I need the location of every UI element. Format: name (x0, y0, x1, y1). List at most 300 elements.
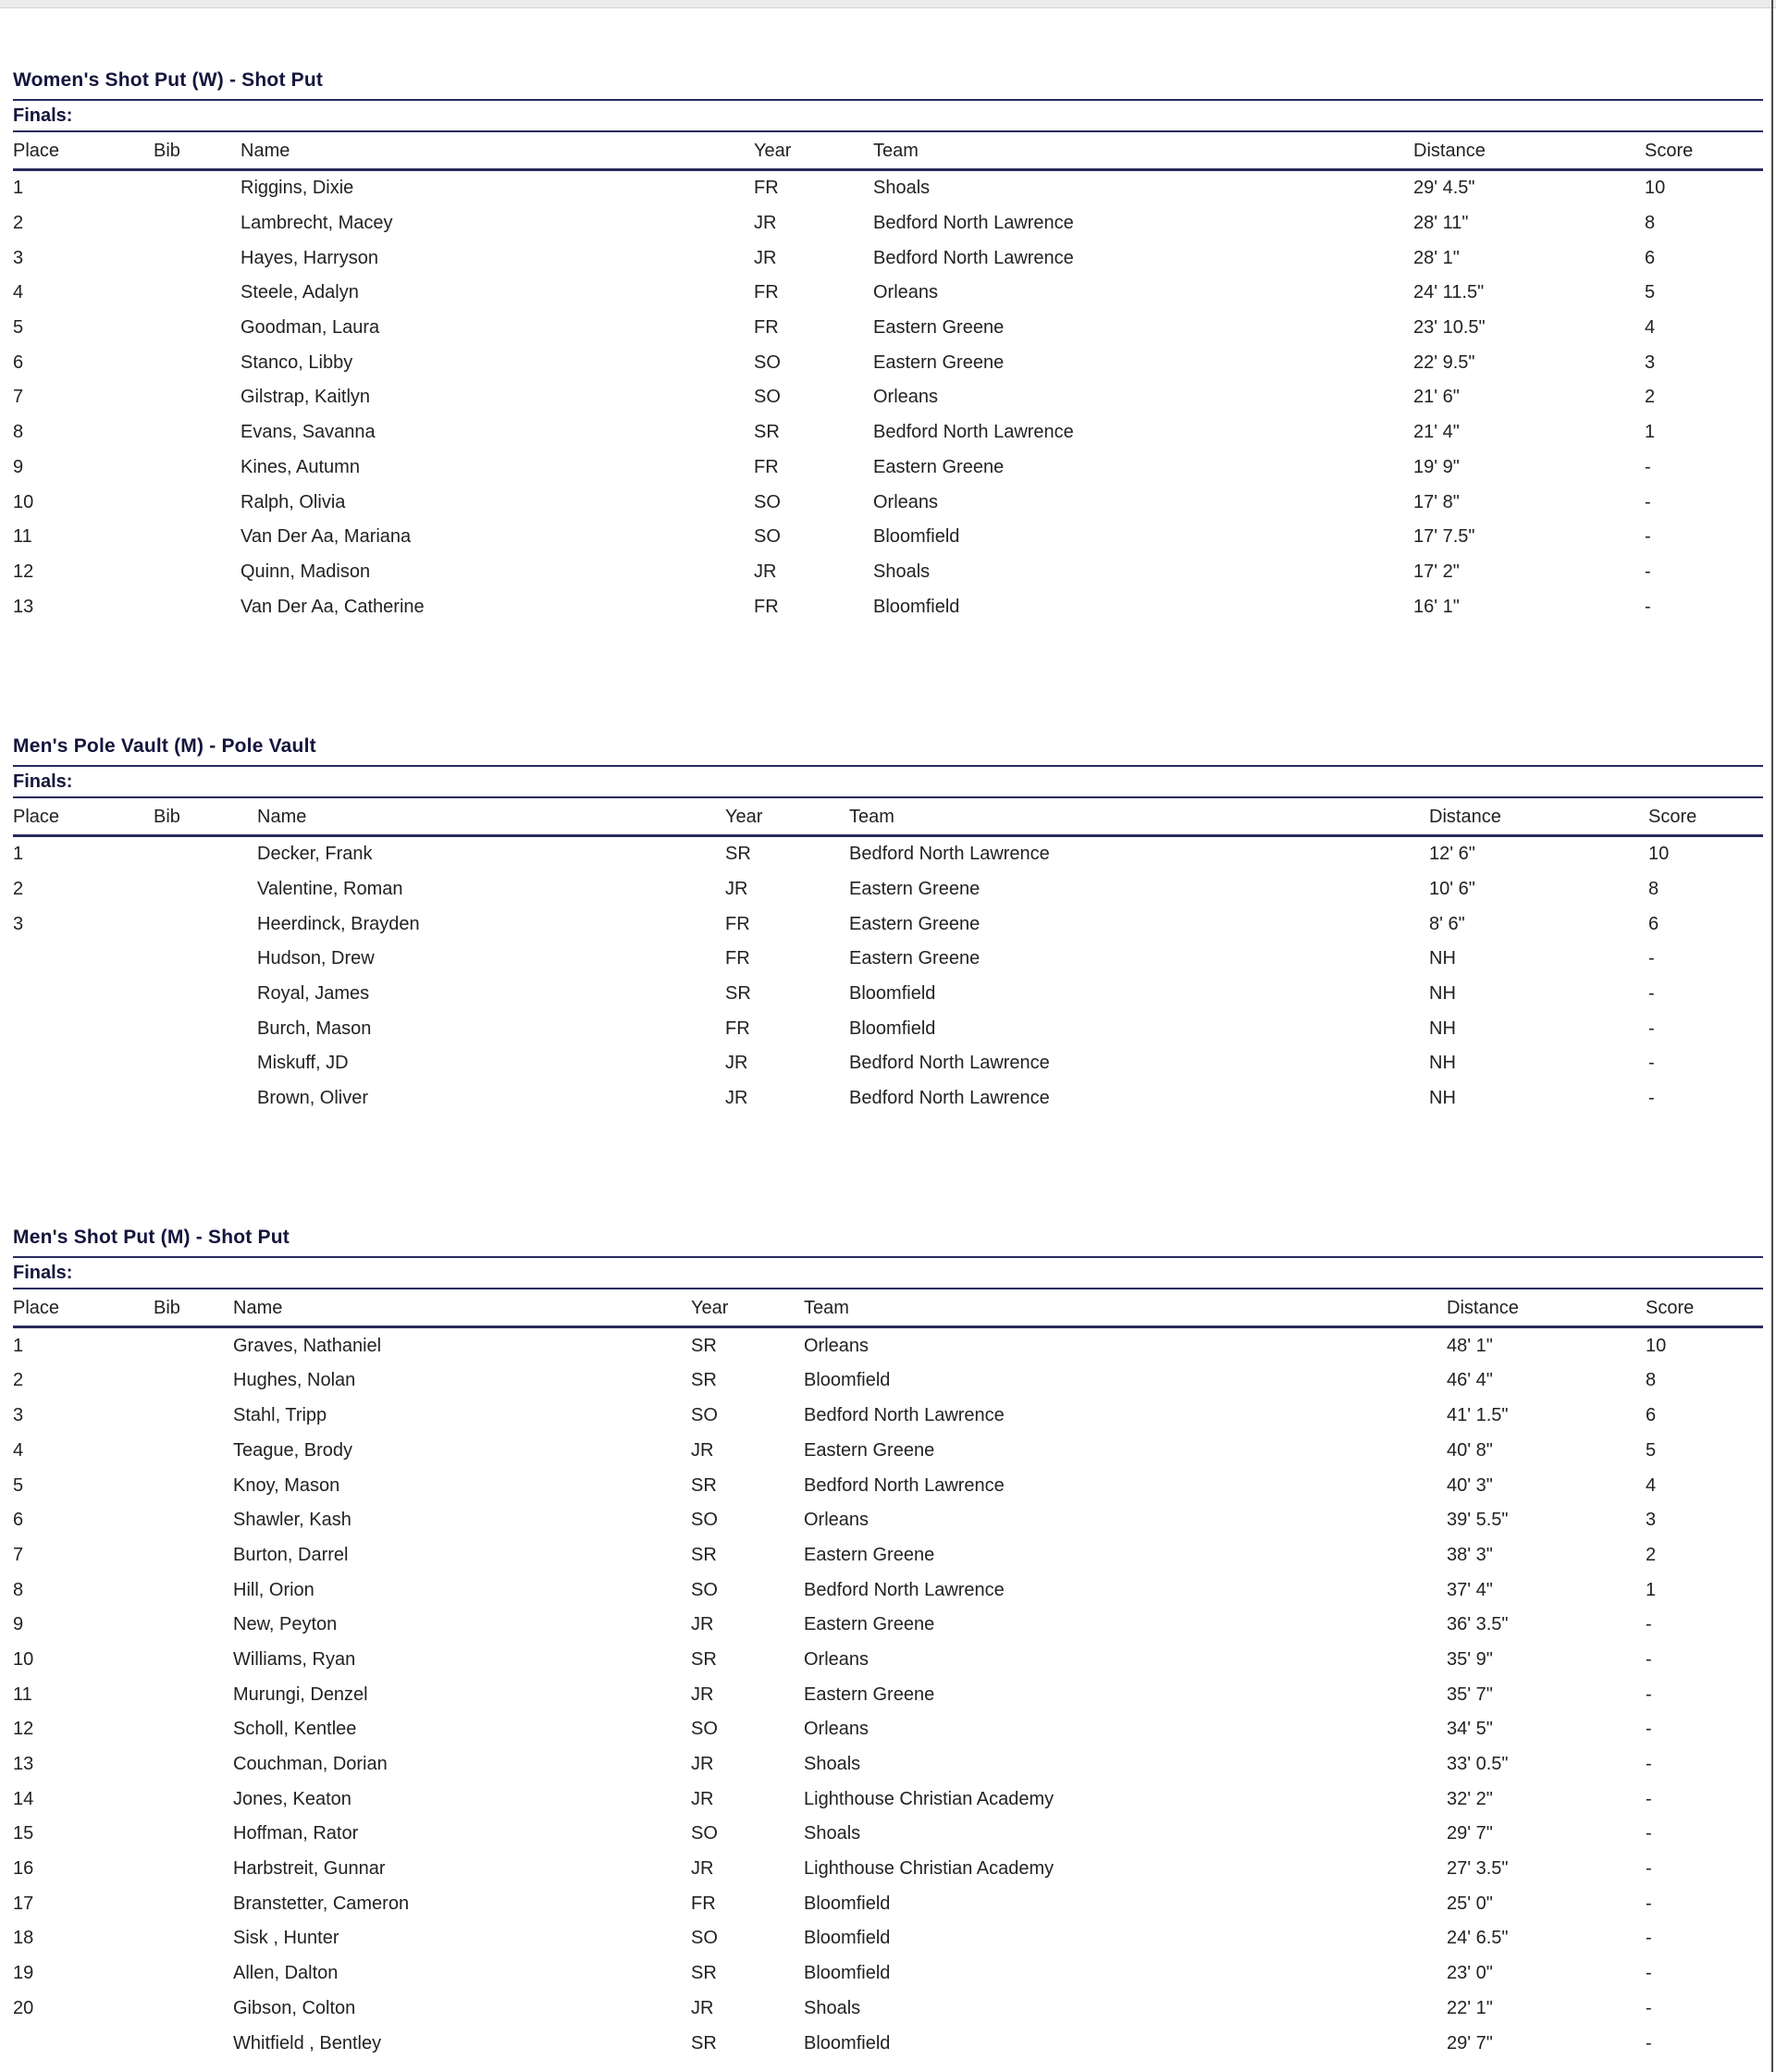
cell-year: JR (754, 247, 777, 268)
cell-year: SR (725, 983, 751, 1005)
cell-score: - (1645, 561, 1651, 582)
cell-name: Goodman, Laura (240, 317, 380, 339)
cell-team: Eastern Greene (804, 1614, 935, 1635)
table-row (13, 311, 1763, 346)
cell-distance: 29' 7" (1447, 2032, 1493, 2054)
cell-team: Bloomfield (849, 983, 936, 1005)
cell-score: - (1646, 1684, 1652, 1705)
cell-year: JR (754, 213, 777, 234)
table-row (13, 206, 1763, 241)
table-body (13, 1327, 1763, 2061)
window-top-strip (0, 0, 1776, 8)
cell-team: Orleans (804, 1648, 870, 1670)
table-row (13, 1011, 1763, 1046)
cell-distance: 28' 1" (1413, 247, 1460, 268)
cell-distance: 16' 1" (1413, 596, 1460, 617)
cell-name: Shawler, Kash (233, 1510, 352, 1531)
cell-team: Eastern Greene (849, 948, 980, 969)
cell-team: Bedford North Lawrence (849, 1088, 1050, 1109)
cell-name: Ralph, Olivia (240, 491, 346, 512)
cell-place: 1 (13, 844, 24, 865)
table-row (13, 170, 1763, 206)
cell-place: 18 (13, 1928, 34, 1949)
cell-team: Orleans (873, 387, 939, 408)
event-section (13, 735, 1763, 1116)
event-title: Men's Pole Vault (M) - Pole Vault (13, 735, 1763, 767)
column-header-place: Place (13, 132, 154, 170)
table-row (13, 589, 1763, 624)
cell-place: 7 (13, 387, 24, 408)
cell-name: Williams, Ryan (233, 1648, 356, 1670)
event-section (13, 1227, 1763, 2060)
cell-score: 3 (1646, 1510, 1657, 1531)
cell-distance: 25' 0" (1447, 1893, 1493, 1914)
table-row (13, 1503, 1763, 1538)
cell-year: JR (691, 1439, 714, 1461)
cell-place (13, 1011, 154, 1046)
cell-distance: 32' 2" (1447, 1788, 1493, 1809)
cell-score: - (1646, 1963, 1652, 1984)
cell-score: 3 (1645, 352, 1656, 373)
cell-name: Knoy, Mason (233, 1474, 340, 1496)
cell-year: SR (754, 422, 780, 443)
cell-place (13, 2026, 154, 2061)
cell-team: Shoals (873, 561, 931, 582)
cell-year: FR (754, 317, 779, 339)
cell-distance: 34' 5" (1447, 1719, 1493, 1740)
cell-bib (154, 1712, 233, 1747)
column-header-distance: Distance (1413, 132, 1645, 170)
table-row (13, 1886, 1763, 1921)
column-header-year: Year (754, 132, 873, 170)
cell-distance: 24' 6.5" (1447, 1928, 1509, 1949)
cell-score: 10 (1646, 1335, 1667, 1356)
column-header-place: Place (13, 1289, 154, 1327)
cell-distance: 21' 6" (1413, 387, 1460, 408)
cell-bib (154, 1327, 233, 1363)
cell-place: 6 (13, 1510, 24, 1531)
cell-name: Burton, Darrel (233, 1544, 349, 1565)
column-header-bib: Bib (154, 1289, 233, 1327)
cell-bib (154, 1817, 233, 1852)
cell-place: 12 (13, 561, 34, 582)
cell-team: Bloomfield (804, 2032, 891, 2054)
results-table (13, 1289, 1763, 2060)
finals-label: Finals: (13, 767, 1763, 798)
cell-name: Hill, Orion (233, 1579, 314, 1600)
cell-place (13, 942, 154, 977)
cell-distance: 36' 3.5" (1447, 1614, 1509, 1635)
cell-year: SO (691, 1405, 718, 1426)
table-row (13, 1399, 1763, 1434)
cell-team: Bloomfield (873, 596, 960, 617)
cell-team: Eastern Greene (873, 352, 1005, 373)
column-header-place: Place (13, 798, 154, 836)
table-row (13, 1538, 1763, 1573)
column-header-distance: Distance (1429, 798, 1648, 836)
column-header-name: Name (233, 1289, 691, 1327)
cell-bib (154, 589, 240, 624)
cell-distance: 8' 6" (1429, 913, 1465, 934)
cell-place (13, 1081, 154, 1116)
cell-year: JR (691, 1788, 714, 1809)
cell-place: 3 (13, 247, 24, 268)
header-row (13, 798, 1763, 836)
cell-bib (154, 345, 240, 380)
column-header-bib: Bib (154, 132, 240, 170)
cell-distance: 10' 6" (1429, 878, 1475, 899)
cell-place: 3 (13, 1405, 24, 1426)
table-row (13, 485, 1763, 520)
cell-year: JR (691, 1754, 714, 1775)
finals-label: Finals: (13, 1258, 1763, 1289)
cell-team: Bedford North Lawrence (849, 1053, 1050, 1074)
cell-name: Graves, Nathaniel (233, 1335, 382, 1356)
cell-team: Eastern Greene (849, 878, 980, 899)
cell-score: - (1646, 1648, 1652, 1670)
cell-name: Couchman, Dorian (233, 1754, 388, 1775)
cell-bib (154, 1046, 257, 1081)
table-row (13, 380, 1763, 415)
cell-distance: 46' 4" (1447, 1370, 1493, 1391)
cell-team: Orleans (804, 1510, 870, 1531)
cell-year: JR (691, 1614, 714, 1635)
cell-distance: 23' 10.5" (1413, 317, 1486, 339)
cell-bib (154, 450, 240, 486)
cell-year: SR (691, 2032, 717, 2054)
cell-distance: NH (1429, 948, 1456, 969)
cell-team: Bloomfield (849, 1018, 936, 1039)
cell-place: 14 (13, 1788, 34, 1809)
table-row (13, 2026, 1763, 2061)
cell-score: - (1648, 1053, 1655, 1074)
cell-bib (154, 1992, 233, 2027)
cell-name: Royal, James (257, 983, 370, 1005)
cell-distance: 19' 9" (1413, 456, 1460, 477)
cell-distance: 17' 2" (1413, 561, 1460, 582)
column-header-team: Team (849, 798, 1429, 836)
cell-score: - (1646, 1754, 1652, 1775)
cell-score: - (1645, 456, 1651, 477)
table-row (13, 1747, 1763, 1782)
cell-place: 17 (13, 1893, 34, 1914)
cell-distance: 29' 4.5" (1413, 178, 1475, 199)
table-row (13, 906, 1763, 942)
cell-bib (154, 1956, 233, 1992)
cell-distance: 48' 1" (1447, 1335, 1493, 1356)
cell-score: - (1645, 526, 1651, 548)
table-body (13, 835, 1763, 1116)
cell-score: - (1648, 983, 1655, 1005)
table-row (13, 1782, 1763, 1817)
cell-distance: 37' 4" (1447, 1579, 1493, 1600)
cell-year: SR (691, 1648, 717, 1670)
cell-bib (154, 380, 240, 415)
table-body (13, 170, 1763, 624)
cell-year: JR (725, 1088, 748, 1109)
cell-name: Teague, Brody (233, 1439, 352, 1461)
table-row (13, 276, 1763, 311)
column-header-score: Score (1648, 798, 1763, 836)
cell-name: Hoffman, Rator (233, 1823, 359, 1844)
cell-bib (154, 1643, 233, 1678)
table-row (13, 555, 1763, 590)
cell-distance: 24' 11.5" (1413, 282, 1485, 303)
cell-team: Bedford North Lawrence (849, 844, 1050, 865)
table-row (13, 1046, 1763, 1081)
cell-distance: 40' 8" (1447, 1439, 1493, 1461)
cell-score: - (1645, 491, 1651, 512)
cell-distance: 33' 0.5" (1447, 1754, 1509, 1775)
cell-distance: NH (1429, 983, 1456, 1005)
cell-distance: 39' 5.5" (1447, 1510, 1509, 1531)
cell-distance: 22' 9.5" (1413, 352, 1475, 373)
cell-place: 16 (13, 1858, 34, 1880)
cell-year: SR (691, 1474, 717, 1496)
cell-name: Scholl, Kentlee (233, 1719, 357, 1740)
cell-name: Miskuff, JD (257, 1053, 349, 1074)
cell-team: Bloomfield (804, 1928, 891, 1949)
cell-bib (154, 555, 240, 590)
cell-score: 8 (1646, 1370, 1657, 1391)
cell-name: Hudson, Drew (257, 948, 375, 969)
header-row (13, 132, 1763, 170)
cell-team: Lighthouse Christian Academy (804, 1858, 1054, 1880)
cell-bib (154, 276, 240, 311)
cell-name: Steele, Adalyn (240, 282, 359, 303)
cell-place (13, 977, 154, 1012)
cell-score: - (1646, 1719, 1652, 1740)
cell-place: 9 (13, 1614, 24, 1635)
cell-bib (154, 1538, 233, 1573)
cell-bib (154, 1011, 257, 1046)
cell-year: FR (754, 456, 779, 477)
cell-year: SR (691, 1544, 717, 1565)
cell-team: Shoals (804, 1997, 861, 2018)
table-row (13, 1817, 1763, 1852)
column-header-year: Year (725, 798, 849, 836)
event-title: Men's Shot Put (M) - Shot Put (13, 1227, 1763, 1258)
cell-score: 4 (1645, 317, 1656, 339)
cell-distance: 40' 3" (1447, 1474, 1493, 1496)
cell-year: JR (691, 1858, 714, 1880)
cell-score: 1 (1646, 1579, 1657, 1600)
cell-distance: NH (1429, 1053, 1456, 1074)
table-row (13, 872, 1763, 907)
cell-team: Bedford North Lawrence (873, 422, 1074, 443)
cell-place: 5 (13, 1474, 24, 1496)
cell-team: Orleans (804, 1719, 870, 1740)
table-row (13, 1081, 1763, 1116)
cell-bib (154, 1503, 233, 1538)
cell-name: Gilstrap, Kaitlyn (240, 387, 371, 408)
cell-team: Lighthouse Christian Academy (804, 1788, 1054, 1809)
cell-score: 5 (1645, 282, 1656, 303)
cell-team: Bloomfield (804, 1370, 891, 1391)
cell-place: 4 (13, 1439, 24, 1461)
cell-score: 5 (1646, 1439, 1657, 1461)
cell-year: FR (725, 1018, 750, 1039)
cell-name: Lambrecht, Macey (240, 213, 393, 234)
cell-team: Orleans (873, 282, 939, 303)
cell-score: 8 (1648, 878, 1659, 899)
column-header-score: Score (1646, 1289, 1763, 1327)
event-title: Women's Shot Put (W) - Shot Put (13, 69, 1763, 101)
cell-bib (154, 2026, 233, 2061)
cell-bib (154, 1399, 233, 1434)
cell-distance: 17' 8" (1413, 491, 1460, 512)
cell-name: Branstetter, Cameron (233, 1893, 410, 1914)
table-row (13, 1992, 1763, 2027)
cell-year: SR (691, 1963, 717, 1984)
cell-name: Quinn, Madison (240, 561, 371, 582)
column-header-score: Score (1645, 132, 1763, 170)
cell-year: SR (691, 1335, 717, 1356)
cell-team: Shoals (873, 178, 931, 199)
cell-score: 10 (1648, 844, 1670, 865)
event-section (13, 69, 1763, 624)
cell-name: Valentine, Roman (257, 878, 403, 899)
cell-place: 13 (13, 596, 34, 617)
cell-year: FR (725, 913, 750, 934)
finals-label: Finals: (13, 101, 1763, 132)
cell-score: - (1646, 1788, 1652, 1809)
cell-score: - (1646, 1823, 1652, 1844)
cell-bib (154, 1572, 233, 1608)
table-row (13, 1363, 1763, 1399)
cell-place: 20 (13, 1997, 34, 2018)
cell-distance: 35' 7" (1447, 1684, 1493, 1705)
cell-year: JR (691, 1684, 714, 1705)
cell-bib (154, 977, 257, 1012)
cell-team: Bedford North Lawrence (804, 1474, 1005, 1496)
cell-year: FR (754, 178, 779, 199)
cell-bib (154, 206, 240, 241)
cell-team: Bedford North Lawrence (804, 1579, 1005, 1600)
cell-name: Murungi, Denzel (233, 1684, 368, 1705)
cell-bib (154, 1886, 233, 1921)
column-header-name: Name (240, 132, 754, 170)
cell-distance: 28' 11" (1413, 213, 1469, 234)
cell-team: Eastern Greene (804, 1439, 935, 1461)
cell-team: Eastern Greene (873, 317, 1005, 339)
cell-year: SO (754, 352, 781, 373)
cell-team: Eastern Greene (804, 1684, 935, 1705)
cell-distance: 23' 0" (1447, 1963, 1493, 1984)
cell-name: Hayes, Harryson (240, 247, 378, 268)
cell-name: New, Peyton (233, 1614, 338, 1635)
table-row (13, 1712, 1763, 1747)
cell-place: 4 (13, 282, 24, 303)
cell-year: SO (691, 1719, 718, 1740)
cell-bib (154, 415, 240, 450)
cell-year: SO (691, 1579, 718, 1600)
cell-name: Stahl, Tripp (233, 1405, 327, 1426)
cell-team: Eastern Greene (849, 913, 980, 934)
table-row (13, 1327, 1763, 1363)
table-row (13, 1468, 1763, 1503)
cell-place: 2 (13, 878, 24, 899)
column-header-team: Team (804, 1289, 1447, 1327)
cell-place: 19 (13, 1963, 34, 1984)
column-header-bib: Bib (154, 798, 257, 836)
cell-bib (154, 1852, 233, 1887)
cell-team: Bedford North Lawrence (873, 247, 1074, 268)
cell-score: 10 (1645, 178, 1666, 199)
cell-year: JR (691, 1997, 714, 2018)
cell-team: Bloomfield (873, 526, 960, 548)
cell-name: Van Der Aa, Mariana (240, 526, 412, 548)
cell-year: SO (754, 491, 781, 512)
table-row (13, 1956, 1763, 1992)
cell-place: 5 (13, 317, 24, 339)
cell-name: Burch, Mason (257, 1018, 372, 1039)
cell-distance: 35' 9" (1447, 1648, 1493, 1670)
cell-bib (154, 1434, 233, 1469)
cell-team: Shoals (804, 1754, 861, 1775)
cell-team: Bedford North Lawrence (804, 1405, 1005, 1426)
column-header-distance: Distance (1447, 1289, 1646, 1327)
cell-year: SO (691, 1510, 718, 1531)
cell-distance: 22' 1" (1447, 1997, 1493, 2018)
cell-place: 9 (13, 456, 24, 477)
cell-bib (154, 942, 257, 977)
cell-name: Evans, Savanna (240, 422, 376, 443)
cell-year: JR (725, 1053, 748, 1074)
cell-name: Kines, Autumn (240, 456, 360, 477)
cell-distance: 29' 7" (1447, 1823, 1493, 1844)
cell-distance: NH (1429, 1088, 1456, 1109)
cell-year: SO (754, 387, 781, 408)
cell-place: 12 (13, 1719, 34, 1740)
cell-place (13, 1046, 154, 1081)
cell-place: 15 (13, 1823, 34, 1844)
cell-place: 7 (13, 1544, 24, 1565)
cell-team: Shoals (804, 1823, 861, 1844)
table-row (13, 1434, 1763, 1469)
cell-score: 6 (1648, 913, 1659, 934)
cell-year: SO (691, 1823, 718, 1844)
cell-bib (154, 1921, 233, 1956)
scrollbar-edge[interactable] (1771, 0, 1773, 2072)
cell-place: 10 (13, 1648, 34, 1670)
table-row (13, 415, 1763, 450)
cell-score: - (1646, 1928, 1652, 1949)
cell-year: SO (691, 1928, 718, 1949)
cell-team: Bloomfield (804, 1963, 891, 1984)
cell-name: Jones, Keaton (233, 1788, 352, 1809)
cell-score: - (1648, 948, 1655, 969)
cell-score: 4 (1646, 1474, 1657, 1496)
column-header-team: Team (873, 132, 1413, 170)
cell-distance: 17' 7.5" (1413, 526, 1475, 548)
table-row (13, 240, 1763, 276)
cell-year: FR (691, 1893, 716, 1914)
cell-team: Bedford North Lawrence (873, 213, 1074, 234)
cell-score: - (1646, 1893, 1652, 1914)
cell-team: Eastern Greene (873, 456, 1005, 477)
cell-place: 11 (13, 526, 32, 548)
cell-bib (154, 1363, 233, 1399)
cell-year: FR (725, 948, 750, 969)
cell-distance: 12' 6" (1429, 844, 1475, 865)
cell-bib (154, 1747, 233, 1782)
table-row (13, 835, 1763, 871)
cell-score: 2 (1645, 387, 1656, 408)
table-row (13, 1643, 1763, 1678)
cell-team: Orleans (873, 491, 939, 512)
cell-place: 3 (13, 913, 24, 934)
